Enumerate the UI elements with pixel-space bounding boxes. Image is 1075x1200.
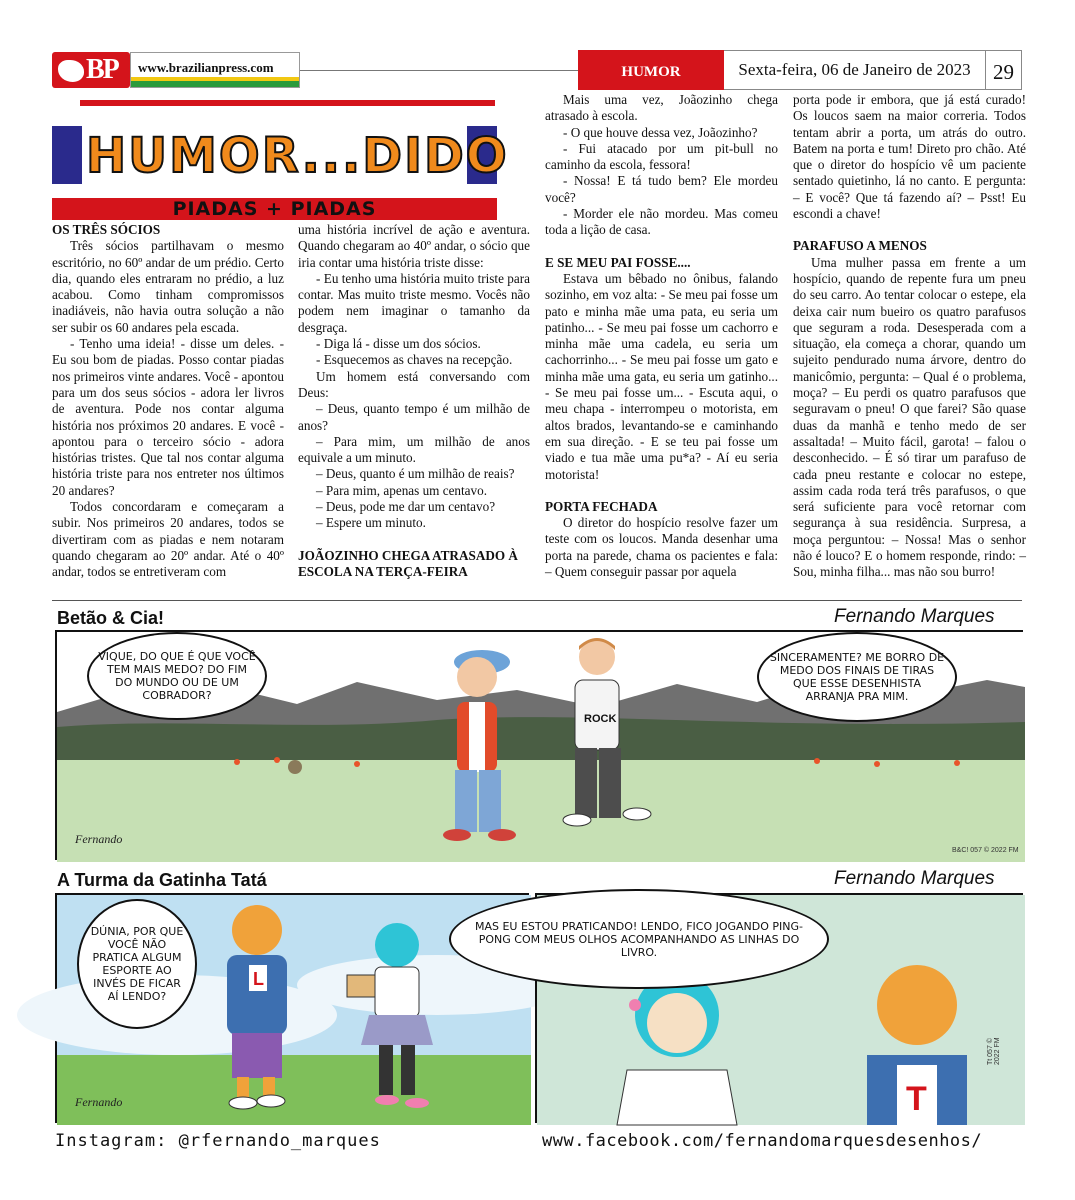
article-paragraph: uma história incrível de ação e aventura. Quando chegaram ao 40º andar, o sócio que iria contar uma história triste disse: (298, 222, 530, 270)
banner-red-bar (80, 100, 495, 106)
article-column-4 (793, 92, 1026, 581)
banner-subtitle: PIADAS + PIADAS (52, 198, 497, 220)
article-paragraph: - Morder ele não mordeu. Mas comeu toda a lição de casa. (545, 206, 778, 238)
article-paragraph: – Deus, quanto é um milhão de reais? (316, 466, 515, 482)
article-paragraph: - Esquecemos as chaves na recepção. (316, 352, 513, 368)
strip2-credit: Tt 057 © 2022 FM (987, 1037, 1001, 1065)
strip1-title: Betão & Cia! (57, 608, 165, 628)
banner-title: HUMOR...DIDO (86, 128, 509, 184)
section-label: HUMOR (578, 50, 724, 90)
issue-date: Sexta-feira, 06 de Janeiro de 2023 (724, 50, 986, 90)
article-paragraph: Uma mulher passa em frente a um hospício, quando de repente fura um pneu do seu carro. Ao tentar colocar o estepe, ela deixa cair num bueiro os quatro parafusos que seguram a roda. Desesperada com a situação, ela começa a chorar, quando um sujeito pendurado numa árvore, dentro do manicômio, pergunta: – Qual é o problema, moça? – Eu perdi os quatro parafusos que seguravam o pneu! O que farei? São quase duas da manhã e tenho medo de ser assaltada! – Muito fácil, garota! – falou o desconhecido. – É só tirar um parafuso de cada pneu restante e colocar no estepe, assim cada roda terá três parafusos, o que será suficiente para você retornar com segurança à sua residência. Surpresa, a moça perguntou: – Nossa! Mas o senhor não é louco? E o homem responde, rindo: – Sou, minha filha... mas não sou burro! (793, 254, 1026, 580)
instagram-handle[interactable]: Instagram: @rfernando_marques (55, 1131, 381, 1151)
facebook-link[interactable]: www.facebook.com/fernandomarquesdesenhos/ (542, 1131, 983, 1151)
article-paragraph: – Deus, quanto tempo é um milhão de anos? (298, 401, 530, 433)
article-paragraph: - Fui atacado por um pit-bull no caminho da escola, fessora! (545, 140, 778, 173)
strip1-panel (55, 630, 1023, 860)
shirt-text: ROCK (584, 713, 617, 725)
article-paragraph: – Deus, pode me dar um centavo? (316, 499, 496, 515)
paragraph-gap (793, 222, 1026, 238)
article-heading: PARAFUSO A MENOS (793, 238, 927, 254)
brazilianpress-logo[interactable] (52, 52, 130, 88)
article-paragraph: O diretor do hospício resolve fazer um teste com os loucos. Manda desenhar uma porta na parede, chama os pacientes e fala: – Quem conseguir passar por aquela (545, 515, 778, 580)
strip1-author: Fernando Marques (834, 606, 995, 627)
article-paragraph: – Para mim, apenas um centavo. (316, 482, 488, 498)
shirt-letter: T (906, 1080, 927, 1118)
paragraph-gap (545, 239, 778, 255)
article-column-1 (52, 222, 284, 581)
article-paragraph: - Diga lá - disse um dos sócios. (316, 336, 481, 352)
strip2-signature: Fernando (75, 1095, 123, 1109)
strip2-bubble-left: DÚNIA, POR QUE VOCÊ NÃO PRATICA ALGUM ESPORTE AO INVÉS DE FICAR AÍ LENDO? (77, 899, 197, 1029)
article-paragraph: Estava um bêbado no ônibus, falando sozinho, em voz alta: - Se meu pai fosse um pato e minha mãe uma pata, eu seria um patinho... - Se meu pai fosse um cachorro e minha mãe uma cadela, eu seria um cachorrinho... - Se meu pai fosse um gato e minha mãe uma gata, eu seria um gatinho... - Se meu pai fosse um... - Escuta aqui, o meu chapa - interrompeu o motorista, em altos brados, levantando-se e caminhando em sua direção. - E se teu pai fosse um viado e tua mãe uma pu*a? - Aí eu seria motorista! (545, 270, 778, 482)
jacket-letter: L (253, 969, 264, 989)
section-divider (52, 600, 1022, 601)
strip2-title: A Turma da Gatinha Tatá (57, 870, 267, 890)
article-paragraph: – Para mim, um milhão de anos equivale a um minuto. (298, 433, 530, 466)
article-paragraph: Mais uma vez, Joãozinho chega atrasado à escola. (545, 92, 778, 124)
article-paragraph: – Espere um minuto. (316, 515, 426, 531)
strip2-bubble-right: MAS EU ESTOU PRATICANDO! LENDO, FICO JOGANDO PING-PONG COM MEUS OLHOS ACOMPANHANDO AS LINHAS DO LIVRO. (449, 889, 829, 989)
article-column-3 (545, 92, 778, 580)
page-number: 29 (986, 50, 1022, 90)
article-paragraph: - O que houve dessa vez, Joãozinho? (563, 124, 758, 140)
strip1-bubble-right: SINCERAMENTE? ME BORRO DE MEDO DOS FINAIS DE TIRAS QUE ESSE DESENHISTA ARRANJA PRA MIM. (757, 632, 957, 722)
brazil-map-icon (58, 60, 84, 82)
article-heading: OS TRÊS SÓCIOS (52, 222, 161, 237)
logo-text: BP (86, 54, 118, 85)
article-paragraph: - Eu tenho uma história muito triste para contar. Mas muito triste mesmo. Vocês não podem nem imaginar o tamanho da desgraça. (298, 270, 530, 335)
paragraph-gap (545, 483, 778, 499)
article-paragraph: Três sócios partilhavam o mesmo escritório, no 60º andar de um prédio. Certo dia, quando eles entraram no prédio, a luz acabou. Como tinham compromissos inadiáveis, não havia outra solução a não ser subir os 60 andares pela escada. (52, 238, 284, 335)
article-paragraph: Todos concordaram e começaram a subir. Nos primeiros 20 andares, todos se divertiram com as piadas e nem notaram quando chegaram ao 20º andar. Até o 40º andar, todos se entretiveram com (52, 499, 284, 580)
article-paragraph: - Tenho uma ideia! - disse um deles. - Eu sou bom de piadas. Posso contar piadas nos primeiros vinte andares. Você - apontou para um dos seus sócios - adora ler livros de aventura. Pode nos contar alguma história nos próximos 20 andares. E você - apontou para o terceiro sócio - adora histórias tristes. Que tal nos contar alguma história triste para nos entreter nos últimos 20 andares? (52, 336, 284, 498)
site-url[interactable]: www.brazilianpress.com (138, 60, 274, 75)
strip1-signature: Fernando (75, 832, 123, 846)
article-column-2 (298, 222, 530, 580)
article-paragraph: - Nossa! E tá tudo bem? Ele mordeu você? (545, 173, 778, 205)
strip1-credit: B&C! 057 © 2022 FM (952, 847, 1019, 854)
header-rule (300, 70, 578, 71)
article-paragraph: porta pode ir embora, que já está curado! Os loucos saem na maior correria. Todos tentam abrir a porta, um atrás do outro. Batem na porta e tum! Direto pro chão. Até que o diretor do hospício vê um paciente sentado quietinho, lá no canto. E pergunta: – E você? Que tá fazendo aí? – Psst! Eu escondi a chave! (793, 92, 1026, 222)
article-heading: JOÃOZINHO CHEGA ATRASADO À ESCOLA NA TERÇA-FEIRA (298, 547, 518, 579)
article-heading: PORTA FECHADA (545, 498, 658, 514)
strip1-bubble-left: VIQUE, DO QUE É QUE VOCÊ TEM MAIS MEDO? DO FIM DO MUNDO OU DE UM COBRADOR? (87, 632, 267, 720)
article-paragraph: Um homem está conversando com Deus: (298, 368, 530, 400)
strip2-author: Fernando Marques (834, 868, 995, 889)
article-heading: E SE MEU PAI FOSSE.... (545, 254, 691, 270)
paragraph-gap (298, 532, 530, 548)
strip2-panel-2 (474, 893, 1023, 1123)
humor-banner (52, 120, 509, 188)
